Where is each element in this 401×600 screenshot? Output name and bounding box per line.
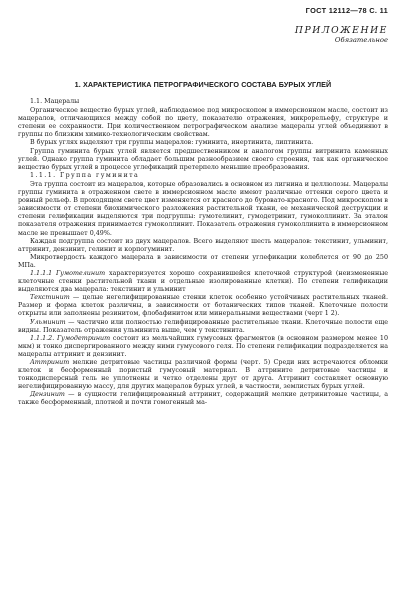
paragraph: Группа гуминита бурых углей является предшественником и аналогом группы витринита каменных углей. Однако группа гуминита обладает большим разнообразием своего строения, так как органическое вещество бурых углей в процессе углефикаций претерпело меньшие преобразования. [18,147,388,171]
term: Текстинит [30,294,70,302]
paragraph [18,294,388,318]
paragraph-text: — в сущности гелифицированный аттринит, содержащий мелкие детринитовые частицы, а также бесформенный, плотной и почти гомогенный ма- [18,391,388,407]
paragraph: В бурых углях выделяют три группы мацералов: гуминита, инертинита, липтинита. [30,139,314,147]
paragraph: Каждая подгруппа состоит из двух мацералов. Всего выделяют шесть мацералов: текстинит, ульминит, аттринит, дензинит, гелинит и корпогуминит. [18,237,388,253]
term: 1.1.1.1 Гумотелинит [30,269,106,277]
term: Ульминит [30,318,66,326]
subsection-heading: 1.1. Мацералы [30,98,80,105]
paragraph [18,319,388,335]
paragraph: Эта группа состоит из мацералов, которые образовались в основном из лигнина и целлюлозы. Мацералы группы гуминита в отраженном свете в иммерсионном масле имеют различные оттенки серого цвета и ровный рельеф. В проходящем свете цвет изменяется от красного до буровато-красного. Под микроскопом в зависимости от степени биохимического разложения растительной ткани, ее механической деструкции и степени гелификации выделяются три подгруппы: гумотелинит, гумодетринит, гумоколлинит. За эталон показателя отражения принимается гумоколлинит. Показатель отражения гумоколлинита в иммерсионном масле не превышает 0,49%. [18,180,388,237]
paragraph-text: — целые негелифицированные стенки клеток особенно устойчивых растительных тканей. Размер и форма клеток различны, в зависимости от ботанических типов тканей. Клеточные полости открыты или заполнены резинитом, флобафинитом или минеральными веществами (черт 1 2). [18,294,388,318]
subsection-heading: 1.1.1. Группа гуминита [30,171,140,179]
paragraph-text: — частично или полностью гелифицированные растительные ткани. Клеточные полости еще видны. Показатель отражения ульминита выше, чем у текстинита. [18,318,388,334]
appendix-label: ПРИЛОЖЕНИЕ [294,25,388,36]
paragraph-text: характеризуется хорошо сохранившейся клеточной структурой (неизмененные клеточные стенки растительной ткани и отдельные изолированные клетки). По степени гелификации выделяются два мацерала: текстинит и ульминит [18,269,389,294]
paragraph-text: состоит из мельчайших гумусовых фрагментов (в основном размером менее 10 мкм) и тонко диспергированного между ними гумусового геля. По степени гелификации подразделяется на мацералы аттринит и дензинит. [18,334,388,358]
body-text [18,98,388,408]
appendix-block [295,26,388,45]
paragraph: Микротвердость каждого мацерала в зависимости от степени углефикации колеблется от 90 до 250 МПа. [18,253,388,269]
paragraph-text: мелкие детритовые частицы различной формы (черт. 5) Среди них встречаются обломки клеток и бесформенный пористый гумусовый материал. В аттрините детритовые частицы и тонкодисперсный гель не уплотнены и четко отделены друг от друга. Аттринит составляет основную негелифицированную массу, для других мацералов бурых углей, в частности, землистых бурых углей. [18,359,388,391]
page-header: ГОСТ 12112—78 С. 11 [305,6,388,15]
document-page [18,0,388,600]
paragraph [18,391,388,407]
paragraph [18,270,388,294]
paragraph: Органическое вещество бурых углей, наблюдаемое под микроскопом в иммерсионном масле, состоит из мацералов, отличающихся между собой по цвету, показателю отражения, микрорельефу, структуре и степени ее сохранности. При количественном петрографическом анализе мацералы углей объединяют в группы по близким химико-технологическим свойствам. [18,107,388,139]
section-title: 1. ХАРАКТЕРИСТИКА ПЕТРОГРАФИЧЕСКОГО СОСТАВА БУРЫХ УГЛЕЙ [74,80,332,89]
paragraph [18,359,388,391]
paragraph [18,335,388,359]
appendix-status: Обязательное [334,36,388,44]
term: Аттринит [30,359,70,366]
term: Дензинит [30,391,65,399]
term: 1.1.1.2. Гумодетринит [30,334,111,342]
